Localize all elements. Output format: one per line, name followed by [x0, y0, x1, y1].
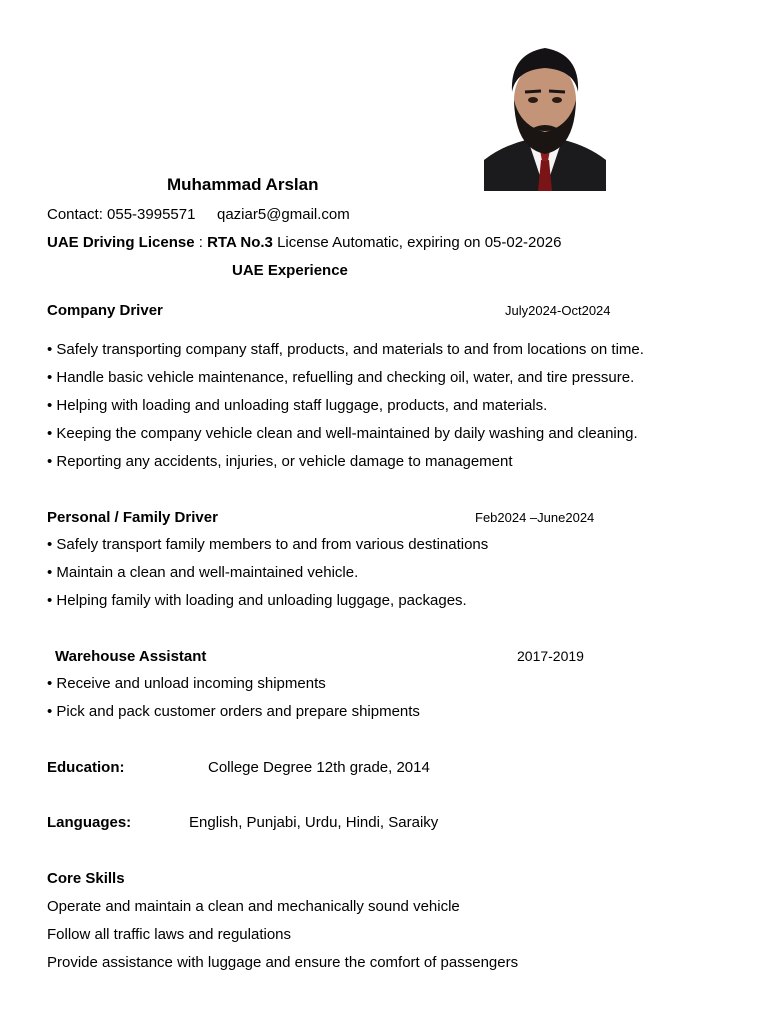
languages-label: Languages:: [47, 814, 132, 831]
job-bullet: • Helping with loading and unloading staff luggage, products, and materials.: [47, 397, 548, 414]
contact-email: qaziar5@gmail.com: [217, 206, 350, 223]
license-detail: License Automatic, expiring on 05-02-2026: [272, 234, 562, 251]
license-separator: :: [194, 234, 208, 251]
job-bullet: • Keeping the company vehicle clean and well-maintained by daily washing and cleaning.: [47, 425, 638, 442]
experience-heading: UAE Experience: [232, 262, 348, 279]
languages-value: English, Punjabi, Urdu, Hindi, Saraiky: [189, 814, 439, 831]
skill-item: Operate and maintain a clean and mechanically sound vehicle: [47, 898, 460, 915]
core-skills-heading: Core Skills: [47, 870, 125, 887]
job-bullet: • Receive and unload incoming shipments: [47, 675, 326, 692]
job-bullet: • Reporting any accidents, injuries, or vehicle damage to management: [47, 453, 513, 470]
job-title: Personal / Family Driver: [47, 509, 218, 526]
education-label: Education:: [47, 759, 125, 776]
skill-item: Provide assistance with luggage and ensure the comfort of passengers: [47, 954, 519, 971]
contact-phone: Contact: 055-3995571: [47, 206, 196, 223]
job-bullet: • Maintain a clean and well-maintained vehicle.: [47, 564, 359, 581]
job-bullet: • Pick and pack customer orders and prepare shipments: [47, 703, 420, 720]
job-title: Warehouse Assistant: [55, 648, 207, 665]
job-dates: 2017-2019: [517, 648, 584, 664]
profile-photo: [484, 42, 606, 191]
job-dates: Feb2024 –June2024: [475, 510, 595, 525]
skill-item: Follow all traffic laws and regulations: [47, 926, 292, 943]
job-bullet: • Handle basic vehicle maintenance, refuelling and checking oil, water, and tire pressure.: [47, 369, 635, 386]
job-title: Company Driver: [47, 302, 163, 319]
job-bullet: • Safely transport family members to and from various destinations: [47, 536, 489, 553]
job-bullet: • Helping family with loading and unloading luggage, packages.: [47, 592, 467, 609]
job-bullet: • Safely transporting company staff, products, and materials to and from locations on time.: [47, 341, 644, 358]
job-dates: July2024-Oct2024: [505, 303, 611, 318]
license-label: UAE Driving License: [47, 234, 195, 251]
license-rta: RTA No.3: [207, 234, 273, 251]
education-value: College Degree 12th grade, 2014: [208, 759, 430, 776]
driving-license-line: [47, 234, 561, 251]
candidate-name: Muhammad Arslan: [167, 175, 319, 194]
